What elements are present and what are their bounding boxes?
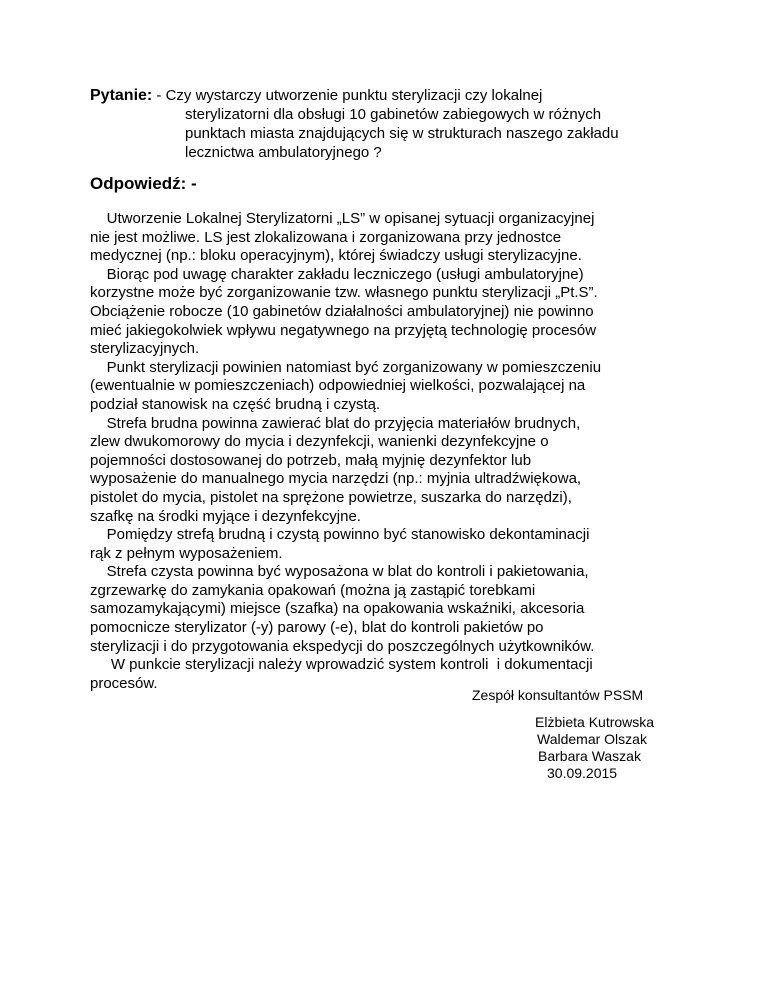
- signature-names: [472, 714, 654, 782]
- question-first-line: [90, 86, 730, 105]
- document-date: 30.09.2015: [547, 765, 618, 781]
- body-line: Biorąc pod uwagę charakter zakładu leczniczego (usługi ambulatoryjne): [90, 265, 584, 283]
- body-line: nie jest możliwe. LS jest zlokalizowana i zorganizowana przy jednostce: [90, 228, 562, 246]
- body-line: W punkcie sterylizacji należy wprowadzić system kontroli i dokumentacji: [90, 656, 593, 674]
- body-line: sterylizacyjnych.: [90, 340, 200, 358]
- body-line: procesów.: [90, 674, 158, 692]
- body-line: Strefa czysta powinna być wyposażona w blat do kontroli i pakietowania,: [90, 563, 589, 581]
- body-line: Pomiędzy strefą brudną i czystą powinno być stanowisko dekontaminacji: [90, 526, 590, 544]
- body-line: samozamykającymi) miejsce (szafka) na opakowania wskaźniki, akcesoria: [90, 600, 585, 618]
- signature-block: [472, 687, 654, 782]
- answer-body: [90, 210, 690, 693]
- question-text-line: lecznictwa ambulatoryjnego ?: [185, 144, 382, 161]
- body-line: wyposażenie do manualnego mycia narzędzi (np.: myjnia ultradźwiękowa,: [90, 470, 582, 488]
- body-line: zgrzewarkę do zamykania opakowań (można ją zastąpić torebkami: [90, 581, 536, 599]
- body-line: Utworzenie Lokalnej Sterylizatorni „LS” w opisanej sytuacji organizacyjnej: [90, 210, 595, 227]
- body-line: sterylizacji i do przygotowania ekspedycji do poszczególnych użytkowników.: [90, 637, 595, 655]
- body-line: medycznej (np.: bloku operacyjnym), której świadczy usługi sterylizacyjne.: [90, 247, 582, 265]
- question-block: [90, 86, 730, 162]
- body-line: szafkę na środki myjące i dezynfekcyjne.: [90, 507, 361, 525]
- signatory-name: Waldemar Olszak: [537, 731, 647, 747]
- body-line: pomocnicze sterylizator (-y) parowy (-e), blat do kontroli pakietów po: [90, 619, 544, 637]
- body-line: pojemności dostosowanej do potrzeb, małą myjnię dezynfektor lub: [90, 451, 532, 469]
- consultant-team: Zespół konsultantów PSSM: [472, 687, 644, 703]
- body-line: Punkt sterylizacji powinien natomiast być zorganizowany w pomieszczeniu: [90, 358, 602, 376]
- body-line: korzystne może być zorganizowanie tzw. własnego punktu sterylizacji „Pt.S”.: [90, 284, 598, 302]
- question-continuation: [185, 105, 730, 162]
- body-line: Strefa brudna powinna zawierać blat do przyjęcia materiałów brudnych,: [90, 414, 581, 432]
- body-line: zlew dwukomorowy do mycia i dezynfekcji, wanienki dezynfekcyjne o: [90, 433, 549, 451]
- body-line: rąk z pełnym wyposażeniem.: [90, 544, 283, 562]
- answer-heading: Odpowiedź: -: [90, 174, 197, 193]
- body-line: mieć jakiegokolwiek wpływu negatywnego na przyjętą technologię procesów: [90, 321, 597, 339]
- body-line: podział stanowisk na część brudną i czystą.: [90, 395, 381, 413]
- body-line: (ewentualnie w pomieszczeniach) odpowiedniej wielkości, pozwalającej na: [90, 377, 586, 395]
- body-line: pistolet do mycia, pistolet na sprężone powietrze, suszarka do narzędzi),: [90, 488, 572, 506]
- question-text-line: punktach miasta znajdujących się w strukturach naszego zakładu: [185, 125, 619, 142]
- question-label: Pytanie:: [90, 87, 153, 104]
- signatory-name: Elżbieta Kutrowska: [535, 714, 655, 730]
- question-dash: -: [152, 87, 166, 104]
- question-text-line: sterylizatorni dla obsługi 10 gabinetów zabiegowych w różnych: [185, 106, 602, 123]
- signatory-name: Barbara Waszak: [538, 748, 641, 764]
- body-line: Obciążenie robocze (10 gabinetów działalności ambulatoryjnej) nie powinno: [90, 302, 594, 320]
- question-text-line: Czy wystarczy utworzenie punktu sterylizacji czy lokalnej: [165, 87, 543, 104]
